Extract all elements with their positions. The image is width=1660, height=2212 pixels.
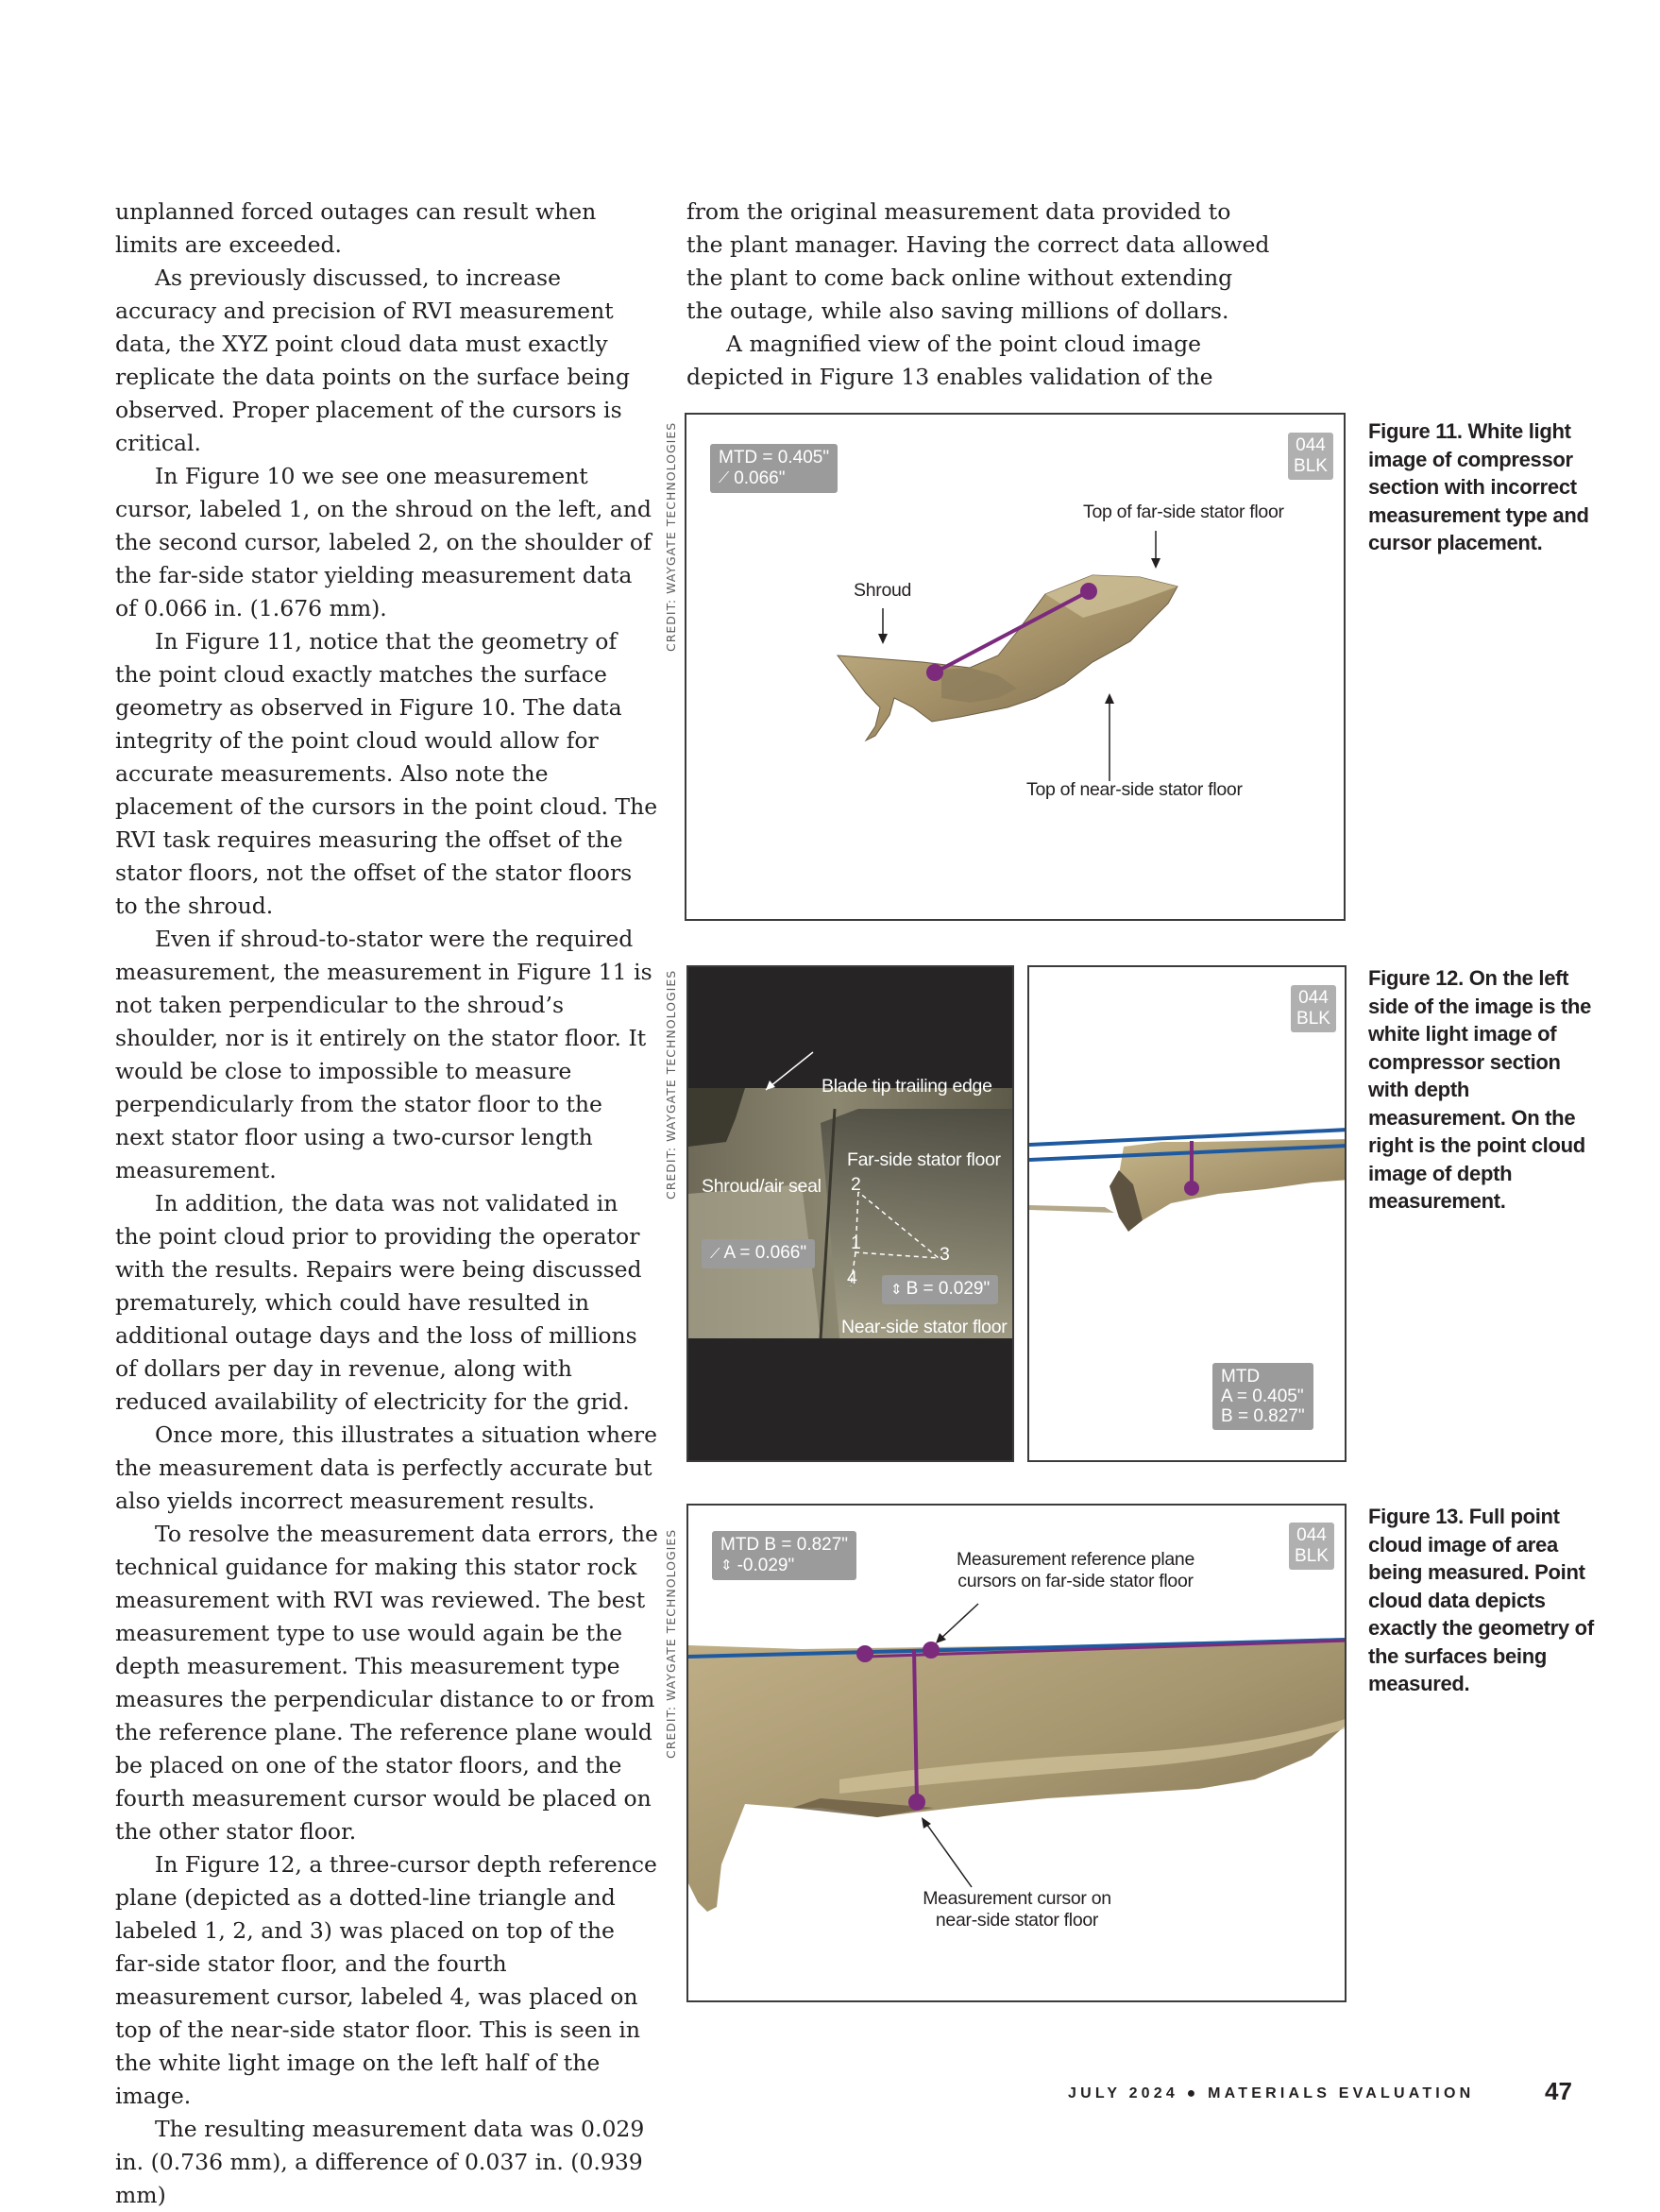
left-paragraph: Even if shroud-to-stator were the required measurement, the measurement in Figure 11 is not taken perpendicular to the shroud’s shoulder, nor is it entirely on the stator floor. It would be close to impossible to measure perpendicularly from the stator floor to the next stator floor using a two-cursor length measurement. (115, 926, 652, 1183)
figure-13-label-measurement-cursor: Measurement cursor on near-side stator floor (923, 1888, 1111, 1931)
figure-12-label-far-side: Far-side stator floor (847, 1149, 1001, 1170)
depth-icon: ⇕ (890, 1282, 903, 1298)
figure-11-label-near-side: Top of near-side stator floor (1026, 779, 1243, 800)
figure-11-label-shroud: Shroud (854, 580, 912, 601)
figure-13-depth-cursor (908, 1794, 925, 1811)
left-paragraph: unplanned forced outages can result when limits are exceeded. (115, 198, 597, 258)
figure-12-left-image (686, 965, 1014, 1462)
figure-12-credit: CREDIT: WAYGATE TECHNOLOGIES (664, 969, 678, 1200)
left-paragraph: As previously discussed, to increase accuracy and precision of RVI measurement data, the XYZ point cloud data must exactly replicate the data points on the surface being observed. Proper placement of the cursors is critical. (115, 264, 630, 456)
figure-13-caption: Figure 13. Full point cloud image of area being measured. Point cloud data depicts exactly the geometry of the surfaces being measured. (1368, 1505, 1594, 1695)
figure-13-mtd-value: MTD B = 0.827" (720, 1535, 849, 1555)
left-text-column (115, 196, 658, 2212)
figure-12-mtd-box: MTD A = 0.405" B = 0.827" (1212, 1363, 1313, 1430)
figure-13-plane-cursor-1 (856, 1645, 873, 1662)
figure-12-b-box: ⇕ B = 0.029" (882, 1275, 998, 1304)
figure-12-depth-cursor (1184, 1181, 1199, 1196)
figure-11-mtd-value: MTD = 0.405" (719, 448, 830, 468)
right-text-column (686, 196, 1272, 394)
figure-11 (685, 413, 1346, 921)
left-paragraph: The resulting measurement data was 0.029 in. (0.736 mm), a difference of 0.037 in. (0.939 mm) (115, 2116, 645, 2208)
figure-11-length-value: 0.066" (734, 468, 786, 488)
figure-11-credit: CREDIT: WAYGATE TECHNOLOGIES (664, 421, 678, 652)
figure-13-mtd-box (712, 1531, 856, 1580)
figure-11-caption: Figure 11. White light image of compressor section with incorrect measurement type and cursor placement. (1368, 419, 1589, 554)
figure-12-label-near-side: Near-side stator floor (841, 1317, 1008, 1337)
figure-12-white-light-image (688, 967, 1014, 1462)
left-paragraph: Once more, this illustrates a situation where the measurement data is perfectly accurate but also yields incorrect measurement results. (115, 1421, 658, 1514)
figure-13-blk-badge: 044 BLK (1289, 1523, 1334, 1570)
figure-12-a-box: ⟋ A = 0.066" (702, 1239, 815, 1268)
figure-12-label-shroud: Shroud/air seal (702, 1176, 822, 1197)
figure-12-cursor-4: 4 (847, 1268, 857, 1288)
figure-12-cursor-1: 1 (851, 1233, 861, 1253)
figure-11-blk-badge: 044 BLK (1288, 433, 1333, 480)
figure-11-cursor-1 (926, 664, 943, 681)
page-number: 47 (1545, 2077, 1572, 2105)
right-paragraph: from the original measurement data provided to the plant manager. Having the correct data allowed the plant to come back online without extending the outage, while also saving millions of dollars. (686, 198, 1270, 324)
left-paragraph: In Figure 12, a three-cursor depth reference plane (depicted as a dotted-line triangle and labeled 1, 2, and 3) was placed on top of the far-side stator floor, and the fourth measurement cursor, labeled 4, was placed on top of the near-side stator floor. This is seen in the white light image on the left half of the image. (115, 1851, 657, 2109)
figure-12-cursor-2: 2 (851, 1174, 861, 1195)
left-paragraph: In addition, the data was not validated in the point cloud prior to providing the operator with the results. Repairs were being discussed prematurely, which could have resulted in additional outage days and the loss of millions of dollars per day in revenue, along with reduced availability of electricity for the grid. (115, 1190, 642, 1415)
figure-11-label-far-side: Top of far-side stator floor (1083, 502, 1284, 522)
figure-13 (686, 1504, 1347, 2002)
figure-12-blk-badge: 044 BLK (1291, 985, 1336, 1032)
depth-icon: ⇕ (720, 1557, 733, 1574)
left-paragraph: In Figure 10 we see one measurement cursor, labeled 1, on the shroud on the left, and the second cursor, labeled 2, on the shoulder of the far-side stator yielding measurement data of 0.066 in. (1.676 mm). (115, 463, 652, 621)
left-paragraph: In Figure 11, notice that the geometry of the point cloud exactly matches the surface geometry as observed in Figure 10. The data integrity of the point cloud would allow for accurate measurements. Also note the placement of the cursors in the point cloud. The RVI task requires measuring the offset of the stator floors, not the offset of the stator floors to the shroud. (115, 628, 658, 919)
length-icon: ⟋ (719, 470, 730, 486)
footer-publication: JULY 2024 ● MATERIALS EVALUATION (1068, 2085, 1475, 2101)
figure-11-mtd-box (710, 444, 838, 493)
figure-13-label-reference-plane: Measurement reference plane cursors on far-side stator floor (956, 1549, 1195, 1591)
figure-12-label-blade-tip: Blade tip trailing edge (822, 1076, 992, 1097)
right-paragraph: A magnified view of the point cloud image depicted in Figure 13 enables validation of the (686, 331, 1213, 390)
figure-13-plane-cursor-2 (923, 1642, 940, 1659)
figure-12-right-image (1027, 965, 1347, 1462)
figure-11-cursor-2 (1080, 583, 1097, 600)
figure-12-cursor-3: 3 (940, 1244, 950, 1265)
figure-13-depth-value: -0.029" (737, 1556, 795, 1575)
figure-12-caption: Figure 12. On the left side of the image is the white light image of compressor section with depth measurement. On the right is the point cloud image of depth measurement. (1368, 966, 1592, 1213)
figure-13-credit: CREDIT: WAYGATE TECHNOLOGIES (664, 1528, 678, 1759)
length-icon: ⟋ (710, 1246, 720, 1262)
left-paragraph: To resolve the measurement data errors, the technical guidance for making this stator rock measurement with RVI was reviewed. The best measurement type to use would again be the depth measurement. This measurement type measures the perpendicular distance to or from the reference plane. The reference plane would be placed on one of the stator floors, and the fourth measurement cursor would be placed on the other stator floor. (115, 1521, 658, 1845)
